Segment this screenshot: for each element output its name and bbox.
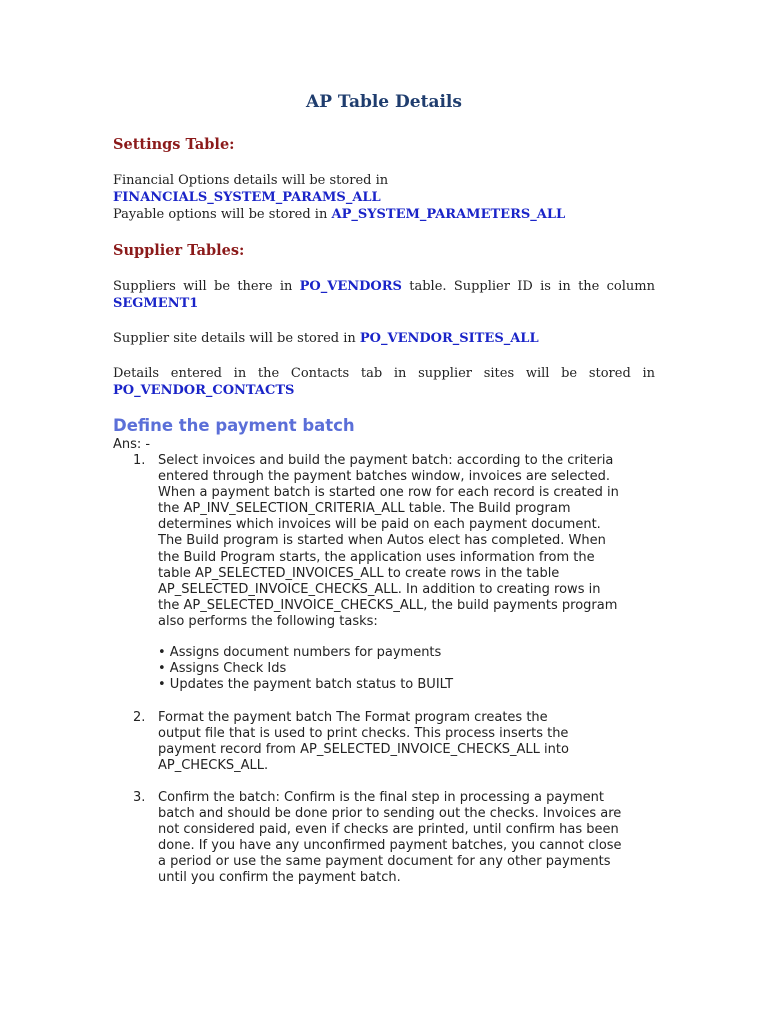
vendors-text: Suppliers will be there in <box>113 279 300 294</box>
text-line: output file that is used to print checks. This process inserts the <box>158 726 569 742</box>
text-line: Confirm the batch: Confirm is the final step in processing a payment <box>158 790 604 805</box>
po-vendor-contacts-table-name: PO_VENDOR_CONTACTS <box>113 383 295 398</box>
vendors-paragraph-line2 <box>113 295 655 312</box>
financial-options-text: Financial Options details will be stored in <box>113 173 389 188</box>
text-line: a period or use the same payment document for any other payments <box>158 854 611 870</box>
po-vendors-table-name: PO_VENDORS <box>299 279 402 294</box>
segment1-column-name: SEGMENT1 <box>113 296 199 311</box>
list-item-2 <box>113 710 673 774</box>
vendors-paragraph <box>113 278 655 295</box>
text-line: batch and should be done prior to sending out the checks. Invoices are <box>158 806 622 822</box>
list-item-body <box>158 790 673 887</box>
text-line: The Build program is started when Autos elect has completed. When <box>158 533 606 549</box>
list-item-1 <box>113 453 673 630</box>
task-bullet-list <box>113 645 673 693</box>
bullet-item: • Updates the payment batch status to BUILT <box>158 677 454 693</box>
text-line: Format the payment batch The Format program creates the <box>158 710 548 725</box>
text-line: the AP_INV_SELECTION_CRITERIA_ALL table. The Build program <box>158 501 571 517</box>
text-line: payment record from AP_SELECTED_INVOICE_CHECKS_ALL into <box>158 742 569 758</box>
financial-options-paragraph <box>113 172 655 206</box>
list-number: 2. <box>133 710 146 725</box>
text-line: table AP_SELECTED_INVOICES_ALL to create rows in the table <box>158 565 560 581</box>
list-item-body <box>158 710 673 774</box>
text-line: the AP_SELECTED_INVOICE_CHECKS_ALL, the build payments program <box>158 597 618 613</box>
payable-options-paragraph <box>113 206 655 223</box>
ap-system-parameters-table-name: AP_SYSTEM_PARAMETERS_ALL <box>331 207 566 222</box>
supplier-heading: Supplier Tables: <box>113 242 245 259</box>
settings-heading: Settings Table: <box>113 136 235 153</box>
text-line: done. If you have any unconfirmed payment batches, you cannot close <box>158 838 622 854</box>
po-vendor-sites-table-name: PO_VENDOR_SITES_ALL <box>359 331 539 346</box>
financials-table-name: FINANCIALS_SYSTEM_PARAMS_ALL <box>113 190 381 205</box>
bullet-list-body <box>158 645 673 693</box>
text-line: also performs the following tasks: <box>158 613 378 629</box>
list-item-3 <box>113 790 673 887</box>
list-number: 3. <box>133 790 146 805</box>
vendors-text-mid: table. Supplier ID is in the column <box>401 279 655 294</box>
text-line: Select invoices and build the payment batch: according to the criteria <box>158 453 614 468</box>
text-line: AP_CHECKS_ALL. <box>158 758 269 774</box>
text-line: determines which invoices will be paid on each payment document. <box>158 517 601 533</box>
list-item-body <box>158 453 673 630</box>
vendor-sites-paragraph <box>113 330 655 347</box>
text-line: AP_SELECTED_INVOICE_CHECKS_ALL. In addition to creating rows in <box>158 581 601 597</box>
text-line: the Build Program starts, the application uses information from the <box>158 549 595 565</box>
bullet-item: • Assigns document numbers for payments <box>158 645 442 660</box>
ans-label: Ans: - <box>113 437 151 452</box>
contacts-paragraph <box>113 365 655 382</box>
text-line: entered through the payment batches window, invoices are selected. <box>158 469 611 485</box>
page-title: AP Table Details <box>306 92 462 112</box>
vendor-sites-text: Supplier site details will be stored in <box>113 331 360 346</box>
text-line: until you confirm the payment batch. <box>158 870 401 886</box>
payable-options-text: Payable options will be stored in <box>113 207 332 222</box>
text-line: When a payment batch is started one row for each record is created in <box>158 485 619 501</box>
bullet-item: • Assigns Check Ids <box>158 661 287 677</box>
text-line: not considered paid, even if checks are printed, until confirm has been <box>158 822 619 838</box>
contacts-paragraph-line2 <box>113 382 655 399</box>
list-number: 1. <box>133 453 146 468</box>
contacts-text: Details entered in the Contacts tab in supplier sites will be stored in <box>113 366 655 381</box>
payment-batch-heading: Define the payment batch <box>113 416 355 435</box>
